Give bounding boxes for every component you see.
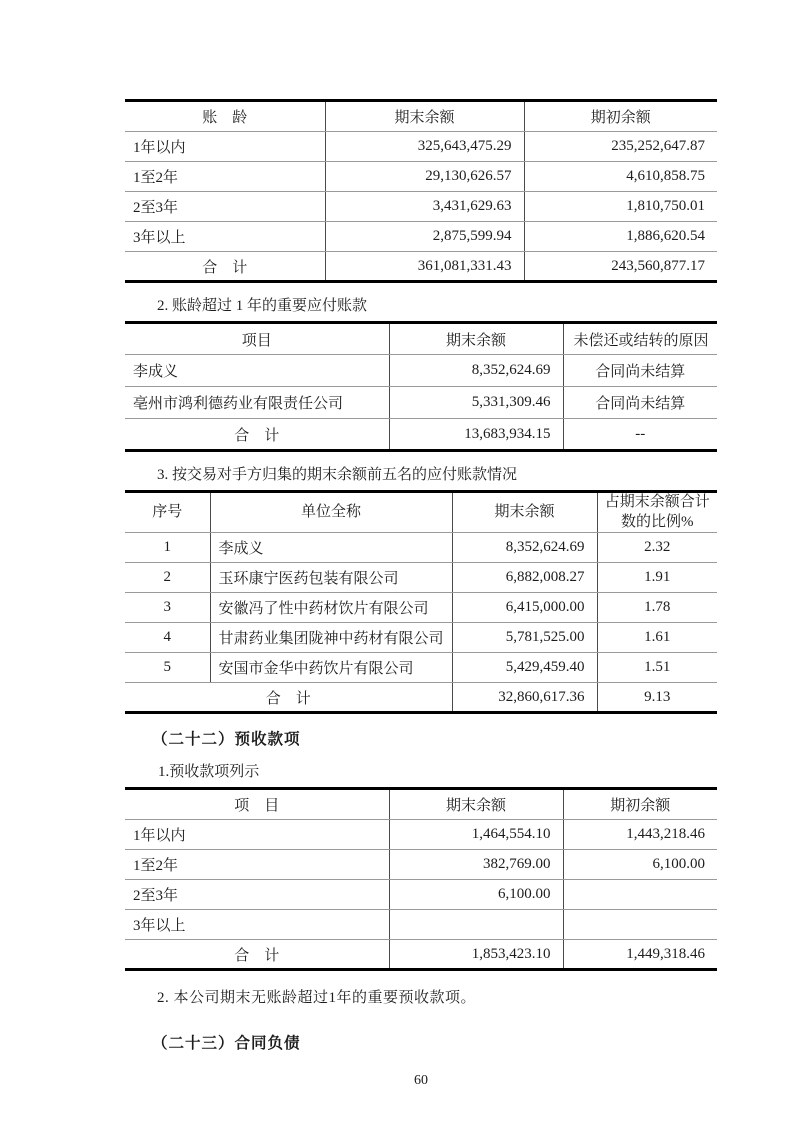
table-cell: 8,352,624.69 [389,355,563,387]
table-cell: 8,352,624.69 [452,533,597,563]
table-row [125,880,717,910]
table-cell: 382,769.00 [389,850,563,880]
table-row [125,910,717,940]
table-cell: 2 [125,563,210,593]
subsection-title-advances-list: 1.预收款项列示 [158,764,260,780]
table-cell: 合同尚未结算 [563,387,717,419]
table-cell: 安国市金华中药饮片有限公司 [210,653,452,683]
advances-aging-table [125,787,717,971]
table-cell: 3 [125,593,210,623]
table-cell: 3年以上 [125,910,389,940]
advances-note: 2. 本公司期末无账龄超过1年的重要预收款项。 [157,990,477,1006]
table-row [125,850,717,880]
table-row [125,563,717,593]
table-cell: 1 [125,533,210,563]
table-cell: 李成义 [125,355,389,387]
total-cell: -- [563,419,717,451]
total-label-cell: 合 计 [202,259,248,276]
table-cell: 4 [125,623,210,653]
column-header-reason: 未偿还或结转的原因 [563,323,717,355]
column-header-company-name: 单位全称 [210,492,452,533]
table-cell: 6,100.00 [563,850,717,880]
table-cell: 玉环康宁医药包装有限公司 [210,563,452,593]
table-cell [389,910,563,940]
table-cell: 3年以上 [125,222,325,252]
table-cell: 1,886,620.54 [524,222,717,252]
column-header-item: 项 目 [125,789,389,820]
total-cell: 361,081,331.43 [325,252,524,282]
table-header-row [125,492,717,533]
total-label-cell: 合 计 [265,690,311,707]
table-cell: 4,610,858.75 [524,162,717,192]
table-cell: 1.51 [597,653,717,683]
table-row [125,132,717,162]
table-cell: 1至2年 [125,162,325,192]
table-header-row [125,789,717,820]
table-cell [563,910,717,940]
table-total-row [125,940,717,970]
table-cell: 安徽冯了性中药材饮片有限公司 [210,593,452,623]
table-row [125,192,717,222]
table-cell: 2,875,599.94 [325,222,524,252]
table-cell: 1,443,218.46 [563,820,717,850]
table-row [125,355,717,387]
overdue-payables-table [125,321,717,452]
table-row [125,820,717,850]
table-cell: 1.78 [597,593,717,623]
table-cell: 6,882,008.27 [452,563,597,593]
table-header-row [125,101,717,132]
column-header-ending-balance: 期末余额 [389,323,563,355]
total-cell: 1,853,423.10 [389,940,563,970]
table-cell: 1,810,750.01 [524,192,717,222]
column-header-aging: 账 龄 [125,101,325,132]
table-cell: 2.32 [597,533,717,563]
table-row [125,222,717,252]
table-cell: 1.61 [597,623,717,653]
table-cell: 6,100.00 [389,880,563,910]
table-total-row [125,419,717,451]
section-title-contract-liabilities: （二十三）合同负债 [152,1035,301,1052]
table-cell: 2至3年 [125,880,389,910]
top5-payables-table [125,490,717,714]
table-cell: 6,415,000.00 [452,593,597,623]
table-cell: 5,331,309.46 [389,387,563,419]
table-total-row [125,683,717,713]
column-header-ratio: 占期末余额合计数的比例% [597,492,717,533]
total-cell: 9.13 [597,683,717,713]
section-title-overdue-payables: 2. 账龄超过 1 年的重要应付账款 [157,298,368,314]
page-number: 60 [414,1073,428,1088]
table-row [125,623,717,653]
table-cell: 1至2年 [125,850,389,880]
total-cell: 243,560,877.17 [524,252,717,282]
table-cell: 1年以内 [125,820,389,850]
table-cell: 325,643,475.29 [325,132,524,162]
table-cell: 1,464,554.10 [389,820,563,850]
table-row [125,162,717,192]
table-cell: 亳州市鸿利德药业有限责任公司 [125,387,389,419]
table-cell: 29,130,626.57 [325,162,524,192]
table-total-row [125,252,717,282]
table-row [125,593,717,623]
table-cell: 合同尚未结算 [563,355,717,387]
column-header-item: 项目 [125,323,389,355]
table-cell: 2至3年 [125,192,325,222]
table-cell: 甘肃药业集团陇神中药材有限公司 [210,623,452,653]
column-header-beginning-balance: 期初余额 [524,101,717,132]
table-cell: 5,429,459.40 [452,653,597,683]
total-label-cell: 合 计 [234,427,280,444]
section-title-advances-received: （二十二）预收款项 [152,731,301,748]
total-cell: 32,860,617.36 [452,683,597,713]
table-header-row [125,323,717,355]
table-cell: 3,431,629.63 [325,192,524,222]
table-cell: 235,252,647.87 [524,132,717,162]
table-row [125,533,717,563]
total-cell: 1,449,318.46 [563,940,717,970]
payables-aging-table [125,99,717,283]
column-header-ending-balance: 期末余额 [389,789,563,820]
table-cell [563,880,717,910]
column-header-ending-balance: 期末余额 [325,101,524,132]
total-label-cell: 合 计 [234,947,280,964]
section-title-top5-payables: 3. 按交易对手方归集的期末余额前五名的应付账款情况 [157,467,518,483]
column-header-beginning-balance: 期初余额 [563,789,717,820]
table-cell: 李成义 [210,533,452,563]
table-cell: 5,781,525.00 [452,623,597,653]
table-cell: 1年以内 [125,132,325,162]
column-header-index: 序号 [125,492,210,533]
total-cell: 13,683,934.15 [389,419,563,451]
table-row [125,387,717,419]
table-row [125,653,717,683]
column-header-ending-balance: 期末余额 [452,492,597,533]
table-cell: 5 [125,653,210,683]
table-cell: 1.91 [597,563,717,593]
